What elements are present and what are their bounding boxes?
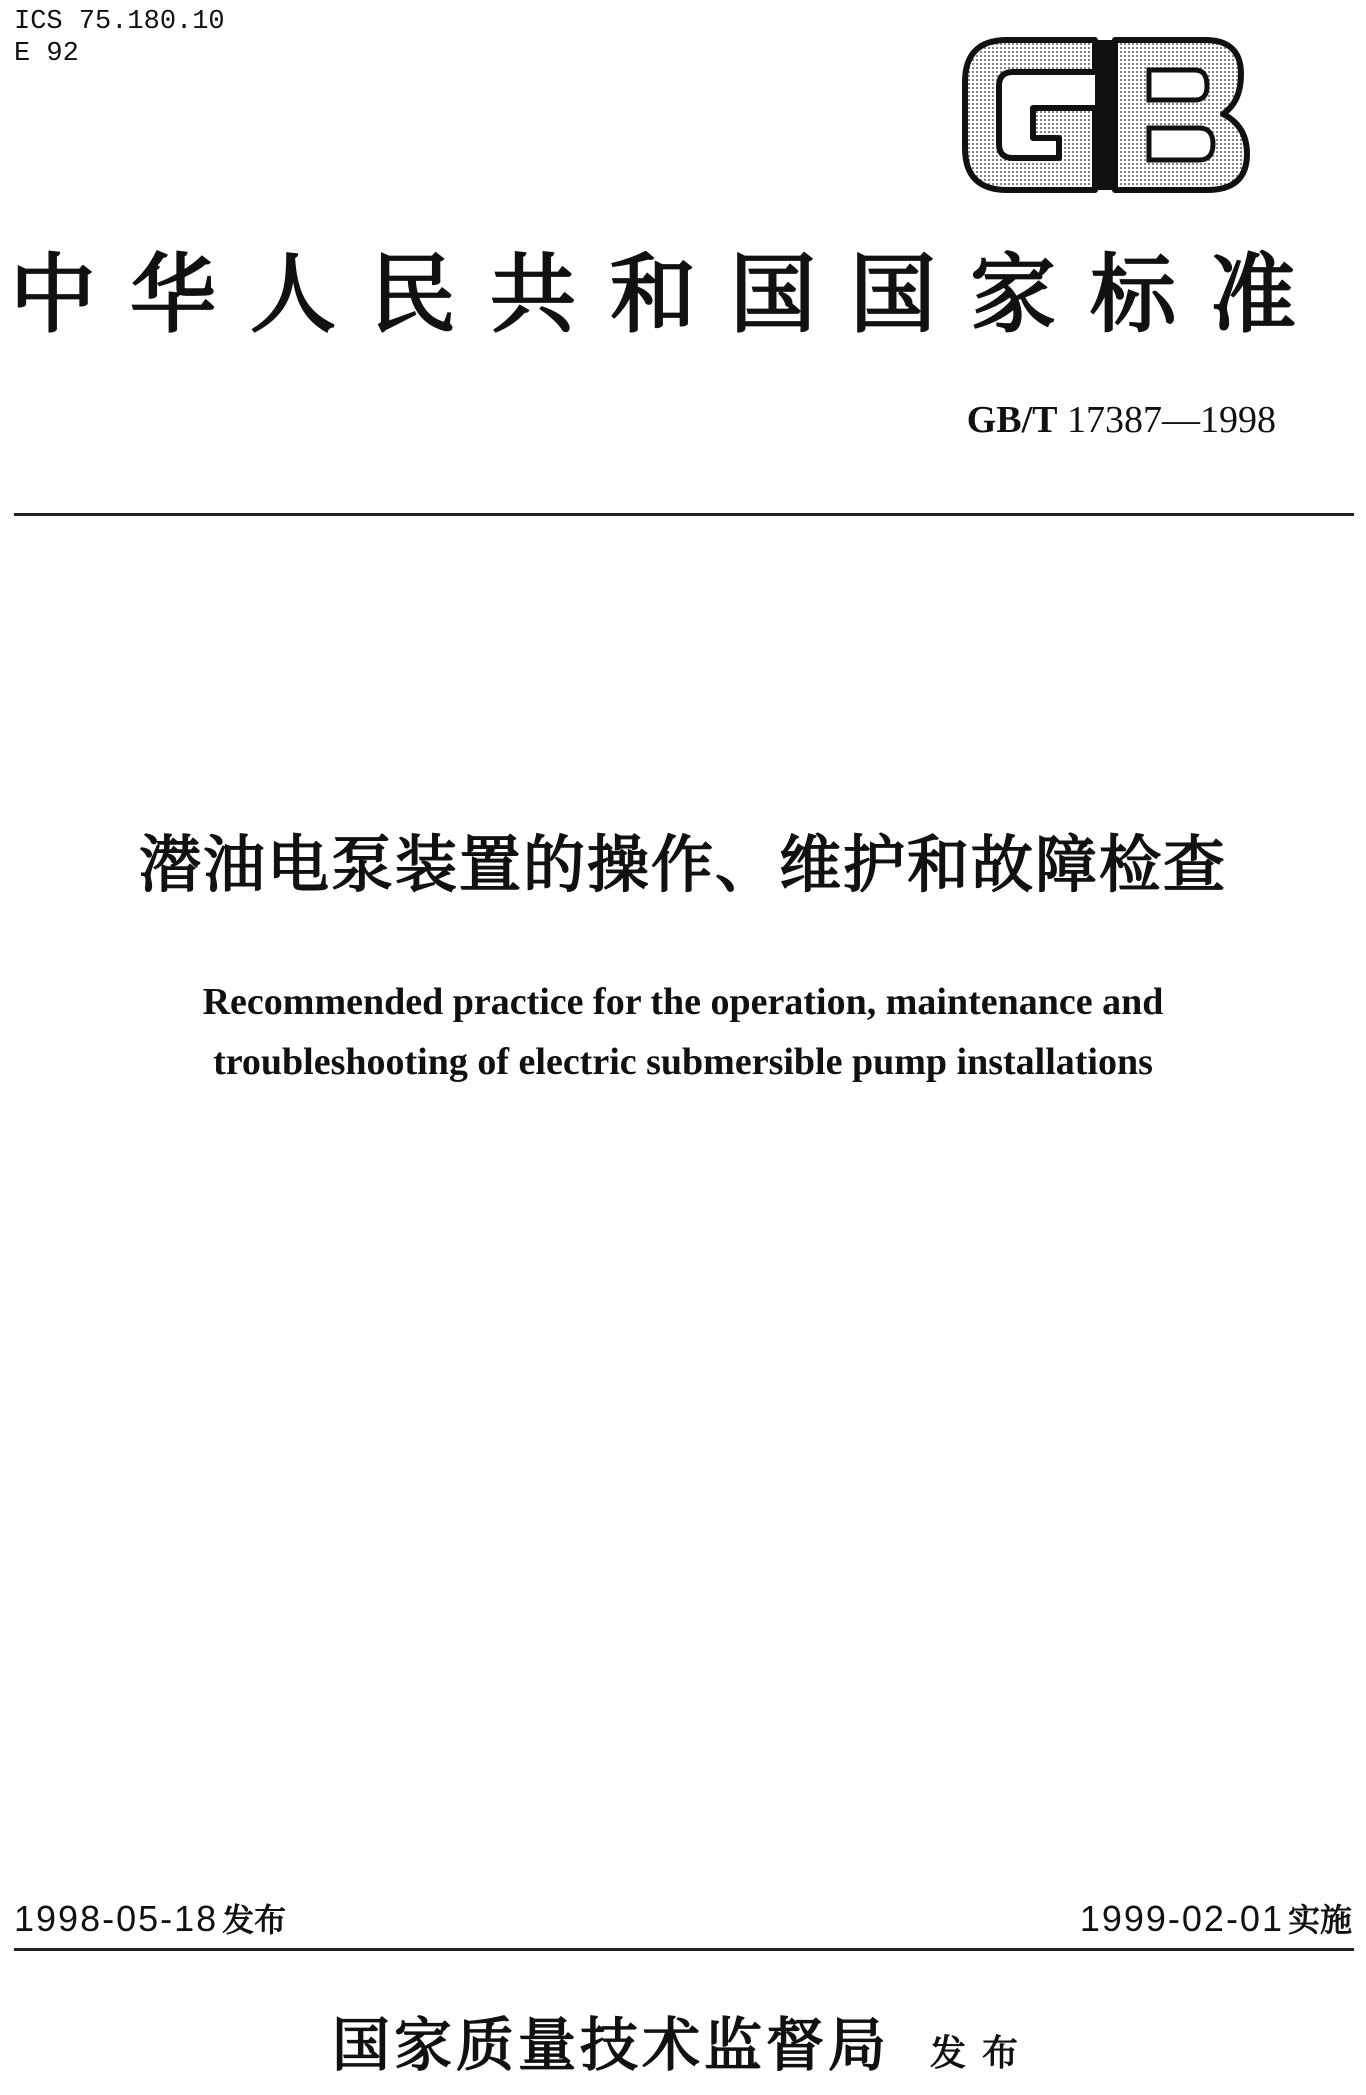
ics-code: ICS 75.180.10 (14, 7, 225, 37)
document-title-english (0, 972, 1366, 1092)
bottom-divider (14, 1948, 1354, 1951)
national-standard-title: 中华人民共和国国家标准 (10, 244, 1330, 345)
en-title-line-1: Recommended practice for the operation, maintenance and (202, 981, 1164, 1023)
release-date: 1998-05-18 (14, 1898, 219, 1939)
release-label: 发布 (222, 1901, 287, 1939)
document-title-chinese: 潜油电泵装置的操作、维护和故障检查 (138, 828, 1227, 901)
effective-date: 1999-02-01 (1079, 1898, 1284, 1939)
release-date-block (14, 1895, 286, 1944)
standard-number-value: 17387—1998 (1067, 399, 1276, 441)
gb-logo (955, 30, 1255, 200)
publisher-action: 发布 (930, 2033, 1035, 2074)
publisher-block (0, 2008, 1366, 2082)
effective-date-block (1080, 1895, 1352, 1944)
publisher-name: 国家质量技术监督局 (331, 2011, 890, 2079)
standard-number-prefix: GB/T (966, 399, 1058, 441)
top-divider (14, 513, 1354, 516)
en-title-line-2: troubleshooting of electric submersible pump installations (213, 1041, 1153, 1083)
class-code: E 92 (14, 39, 79, 69)
gb-logo-graphic (955, 30, 1255, 200)
effective-label: 实施 (1287, 1901, 1352, 1939)
standard-number (967, 396, 1276, 444)
classification-codes (14, 6, 225, 70)
